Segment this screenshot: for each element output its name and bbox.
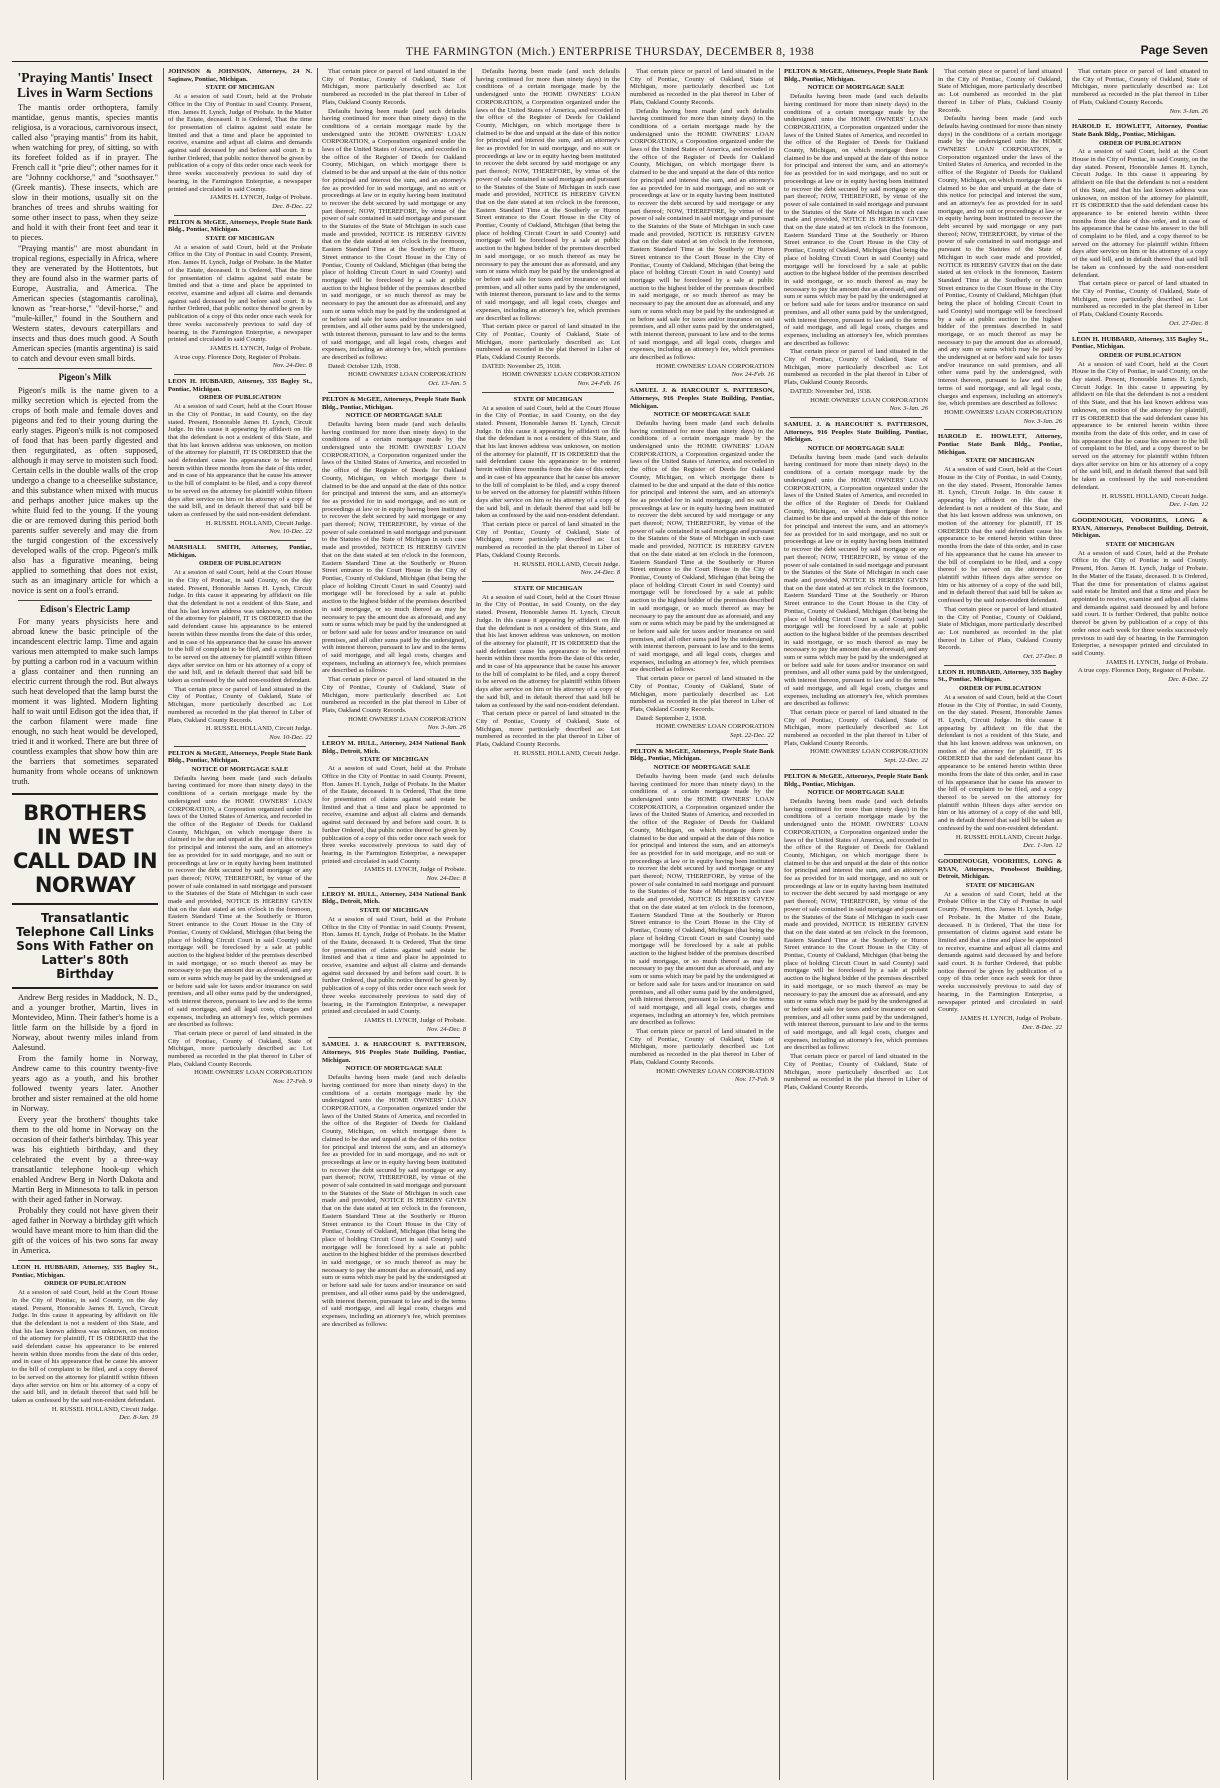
divider	[1078, 513, 1202, 514]
publication-dates: Dec. 8-Dec. 22	[1168, 676, 1208, 684]
column-legal-7	[938, 68, 1062, 1780]
notice-signature: HOME OWNERS' LOAN CORPORATION	[348, 371, 466, 379]
notice-attorney: MARSHALL SMITH, Attorney, Pontiac, Michigan.	[168, 544, 312, 559]
notice-body: Defaults having been made (and such defaults having continued for more than ninety days) in the conditions of a certain mortgage made by the undersigned unto the HOME OWNERS' LOAN CORPORATION, a Corporation organized under the laws of the United States of America, and recorded in the office of the Register of Deeds for Oakland County, Michigan, on which mortgage there is claimed to be due and unpaid at the date of this notice for principal and interest the sum, and an attorney's fee as provided for in said mortgage, and no suit or proceedings at law or in equity having been instituted to recover the debt secured by said mortgage or any part thereof; NOW, THEREFORE, by virtue of the power of sale contained in said mortgage and pursuant to the Statutes of the State of Michigan in such case made and provided, NOTICE IS HEREBY GIVEN that on the date stated at ten o'clock in the forenoon, Eastern Standard Time at the Southerly or Huron Street entrance to the Court House in the City of Pontiac, County of Oakland, Michigan (that being the place of holding Circuit Court in said County) said mortgage will be foreclosed by a sale at public auction to the highest bidder of the premises described in said mortgage, or so much thereof as may be necessary to pay the amount due as aforesaid, and any sum or sums which may be paid by the undersigned at or before said sale for taxes and/or insurance on said premises, and all other sums paid by the undersigned, with interest thereon, pursuant to law and to the terms of said mortgage, and all legal costs, charges and expenses, including an attorney's fee, which premises are described as follows:	[168, 774, 312, 1029]
notice-heading: NOTICE OF MORTGAGE SALE	[191, 766, 289, 774]
notice-body: That certain piece or parcel of land situated in the City of Pontiac, County of Oakland, State of Michigan, more particularly described as: Lot numbered as recorded in the plat thereof in Liber of Plats, Oakland County Records.	[630, 675, 774, 713]
notice-body: At a session of said Court, held at the Court House in the City of Pontiac, in said County, on the day stated. Present, Honorable James H. Lynch, Circuit Judge. In this cause it appearing by affidavit on file that the defendant is not a resident of this State, and that his last known address was unknown, on motion of the attorney for plaintiff, IT IS ORDERED that the said defendant cause his appearance to be entered herein within three months from the date of this order, and in case of his appearance that he cause his answer to the bill of complaint to be filed, and a copy thereof to be served on the attorney for plaintiff within fifteen days after service on him or his attorney of a copy of the said bill, and in default thereof that said bill be taken as confessed by the said non-resident defendant.	[938, 693, 1062, 832]
masthead	[12, 40, 1208, 62]
publication-dates: Dec. 8-Dec. 22	[1022, 1023, 1062, 1031]
notice-heading: STATE OF MICHIGAN	[359, 907, 429, 915]
notice-body: That certain piece or parcel of land situated in the City of Pontiac, County of Oakland, State of Michigan, more particularly described as: Lot numbered as recorded in the plat thereof in Liber of Plats, Oakland County Records.	[476, 323, 620, 362]
notice-attorney: HAROLD E. HOWLETT, Attorney, Pontiac State Bank Bldg., Pontiac, Michigan.	[938, 433, 1062, 456]
publication-dates: Dec. 8-Jan. 19	[119, 1414, 158, 1422]
publication-dates: Dec. 8-Dec. 22	[272, 202, 312, 210]
publication-dates: Nov. 3-Jan. 26	[889, 405, 928, 413]
lamp-paragraph: For many years physicists here and abroad knew the basic principle of the incandescent electric lamp. Time and again various men attempted to make such lamps by putting a carbon rod in a vacuum within a glass container and then running an electric current through the rod. But always such heat developed that the lamp burst the moment it was lighted. Modern lighting half to wait until Edison got the idea that, if the carbon filament were made fine enough, no such heat would be developed, tried it and it worked. There are but three of countless examples that show how thin are the barriers that sometimes separated humanity from whole oceans of unknown truth.	[12, 617, 158, 786]
notice-heading: ORDER OF PUBLICATION	[1098, 139, 1182, 147]
notice-heading: ORDER OF PUBLICATION	[1098, 351, 1182, 359]
publication-dates: Nov. 24-Feb. 16	[731, 371, 774, 379]
divider	[174, 374, 306, 375]
notice-signature: HOME OWNERS' LOAN CORPORATION	[810, 748, 928, 756]
notice-body: That certain piece or parcel of land situated in the City of Pontiac, County of Oakland, State of Michigan, more particularly described as: Lot numbered as recorded in the plat thereof in Liber of Plats, Oakland County Records.	[168, 685, 312, 724]
divider	[174, 540, 306, 541]
column-rule	[933, 68, 934, 1780]
notice-body: That certain piece or parcel of land situated in the City of Pontiac, County of Oakland, State of Michigan, more particularly described as: Lot numbered as recorded in the plat thereof in Liber of Plats, Oakland County Records.	[784, 708, 928, 747]
divider	[636, 383, 768, 384]
divider	[944, 854, 1056, 855]
brothers-paragraph: Every year the brothers' thoughts take them to the old home in Norway on the occasion of their father's birthday. This year was his eightieth birthday, and they celebrated the event by a three-way transatlantic telephone hook-up which enabled Andrew Berg in North Dakota and Martin Berg in Minnesota to talk in person with their aged father in Norway.	[12, 1115, 158, 1204]
notice-body: At a session of said Court, held at the Court House in the City of Pontiac, in said County, on the day stated. Present, Honorable James H. Lynch, Circuit Judge. In this cause it appearing by affidavit on file that the defendant is not a resident of this State, and that his last known address was unknown, on motion of the attorney for plaintiff, IT IS ORDERED that the said defendant cause his appearance to be entered herein within three months from the date of this order, and in case of his appearance that he cause his answer to the bill of complaint to be filed, and a copy thereof to be served on the attorney for plaintiff within fifteen days after service on him or his attorney of a copy of the said bill, and in default thereof that said bill be taken as confessed by the said non-resident defendant.	[476, 404, 620, 520]
notice-body: Defaults having been made (and such defaults having continued for more than ninety days) in the conditions of a certain mortgage made by the undersigned unto the HOME OWNERS' LOAN CORPORATION, a Corporation organized under the laws of the United States of America, and recorded in the office of the Register of Deeds for Oakland County, Michigan, on which mortgage there is claimed to be due and unpaid at the date of this notice for principal and interest the sum, and an attorney's fee as provided for in said mortgage, and no suit or proceedings at law or in equity having been instituted to recover the debt secured by said mortgage or any part thereof; NOW, THEREFORE, by virtue of the power of sale contained in said mortgage and pursuant to the Statutes of the State of Michigan in such case made and provided, NOTICE IS HEREBY GIVEN that on the date stated at ten o'clock in the forenoon, Eastern Standard Time at the Southerly or Huron Street entrance to the Court House in the City of Pontiac, County of Oakland, Michigan (that being the place of holding Circuit Court in said County) said mortgage will be foreclosed by a sale at public auction to the highest bidder of the premises described in said mortgage, or so much thereof as may be necessary to pay the amount due as aforesaid, and any sum or sums which may be paid by the undersigned at or before said sale for taxes and/or insurance on said premises, and all other sums paid by the undersigned, with interest thereon, pursuant to law and to the terms of said mortgage, and all legal costs, charges and expenses, including an attorney's fee, which premises are described as follows:	[784, 797, 928, 1052]
publication-dates: Nov. 17-Feb. 9	[734, 1076, 774, 1084]
column-legal-8	[1072, 68, 1208, 1780]
publication-dates: Nov. 24-Dec. 8	[580, 569, 620, 577]
notice-body: At a session of said Court, held at the Probate Office in the City of Pontiac in said County. Present, Hon. James H. Lynch, Judge of Probate. In the Matter of the Estate, deceased. It is Ordered, That the time for presentation of claims against said estate be limited and that a time and place be appointed to receive, examine and adjust all claims and demands against said deceased by and before said court. It is further Ordered, that public notice thereof be given by publication of a copy of this order once each week for three weeks successively previous to said day of hearing, in the Farmington Enterprise, a newspaper printed and circulated in said County.	[322, 765, 466, 865]
notice-attorney: LEROY M. HULL, Attorney, 2434 National Bank Bldg., Detroit, Mich.	[322, 890, 466, 906]
notice-heading: NOTICE OF MORTGAGE SALE	[345, 412, 443, 420]
notice-heading: NOTICE OF MORTGAGE SALE	[807, 789, 905, 797]
notice-body: Defaults having been made (and such defaults having continued for more than ninety days) in the conditions of a certain mortgage made by the undersigned unto the HOME OWNERS' LOAN CORPORATION, a Corporation organized under the laws of the United States of America, and recorded in the office of the Register of Deeds for Oakland County, Michigan, on which mortgage there is claimed to be due and unpaid at the date of this notice for principal and interest the sum, and an attorney's fee as provided for in said mortgage, and no suit or proceedings at law or in equity having been instituted to recover the debt secured by said mortgage or any part thereof; NOW, THEREFORE, by virtue of the power of sale contained in said mortgage and pursuant to the Statutes of the State of Michigan in such case made and provided, NOTICE IS HEREBY GIVEN that on the date stated at ten o'clock in the forenoon, Eastern Standard Time at the Southerly or Huron Street entrance to the Court House in the City of Pontiac, County of Oakland, Michigan (that being the place of holding Circuit Court in said County) said mortgage will be foreclosed by a sale at public auction to the highest bidder of the premises described in said mortgage, or so much thereof as may be necessary to pay the amount due as aforesaid, and any sum or sums which may be paid by the undersigned at or before said sale for taxes and/or insurance on said premises, and all other sums paid by the undersigned, with interest thereon, pursuant to law and to the terms of said mortgage, and all legal costs, charges and expenses, including an attorney's fee, which premises are described as follows:	[322, 1074, 466, 1328]
notice-signature: JAMES H. LYNCH, Judge of Probate.	[210, 344, 312, 352]
publication-dates: Nov. 3-Jan. 26	[1023, 417, 1062, 425]
notice-heading: STATE OF MICHIGAN	[965, 457, 1035, 465]
notice-signature: H. RUSSEL HOLLAND, Circuit Judge.	[205, 519, 312, 527]
divider	[12, 793, 158, 795]
notice-signature: H. RUSSEL HOLLAND, Circuit Judge.	[1101, 492, 1208, 500]
notice-body: At a session of said Court, held at the Court House in the City of Pontiac, in said County, on the day stated. Present, Honorable James H. Lynch, Circuit Judge. In this cause it appearing by affidavit on file that the defendant is not a resident of this State, and that his last known address was unknown, on motion of the attorney for plaintiff, IT IS ORDERED that the said defendant cause his appearance to be entered herein within three months from the date of this order, and in case of his appearance that he cause his answer to the bill of complaint to be filed, and a copy thereof to be served on the attorney for plaintiff within fifteen days after service on him or his attorney of a copy of the said bill, and in default thereof that said bill be taken as confessed by the said non-resident defendant.	[938, 466, 1062, 605]
notice-body: At a session of said Court, held at the Probate Office in the City of Pontiac in said County. Present, Hon. James H. Lynch, Judge of Probate. In the Matter of the Estate, deceased. It is Ordered, That the time for presentation of claims against said estate be limited and that a time and place be appointed to receive, examine and adjust all claims and demands against said deceased by and before said court. It is further Ordered, that public notice thereof be given by publication of a copy of this order once each week for three weeks successively previous to said day of hearing, in the Farmington Enterprise, a newspaper printed and circulated in said County.	[322, 915, 466, 1016]
brothers-paragraph: Andrew Berg resides in Maddock, N. D., and a younger brother, Martin, lives in Montevideo, Minn. Their father's home is a little farm on the hillside by a fjord in Norway, about twenty miles inland from Aalesund.	[12, 993, 158, 1052]
publication-dates: Nov. 24-Feb. 16	[577, 380, 620, 388]
notice-heading: ORDER OF PUBLICATION	[198, 560, 282, 568]
notice-signature: HOME OWNERS' LOAN CORPORATION	[656, 723, 774, 731]
notice-attorney: SAMUEL J. & HARCOURT S. PATTERSON, Attorneys, 916 Peoples State Building, Pontiac, Michigan.	[784, 420, 928, 444]
column-legal-6	[784, 68, 928, 1780]
notice-heading: STATE OF MICHIGAN	[205, 84, 275, 92]
brothers-subhead: Transatlantic Telephone Call Links Sons With Father on Latter's 80th Birthday	[16, 911, 154, 981]
publication-dates: Nov. 3-Jan. 26	[1169, 107, 1208, 115]
notice-attorney: HAROLD E. HOWLETT, Attorney, Pontiac State Bank Bldg., Pontiac, Michigan.	[1072, 123, 1208, 138]
notice-signature: JAMES H. LYNCH, Judge of Probate.	[1106, 658, 1208, 666]
notice-attorney: PELTON & McGEE, Attorneys, People State Bank Bldg., Pontiac, Michigan.	[784, 772, 928, 788]
notice-body: At a session of said Court, held at the Court House in the City of Pontiac, in said County, on the day stated. Present, Honorable James H. Lynch, Circuit Judge. In this cause it appearing by affidavit on file that the defendant is not a resident of this State, and that his last known address was unknown, on motion of the attorney for plaintiff, IT IS ORDERED that the said defendant cause his appearance to be entered herein within three months from the date of this order, and in case of his appearance that he cause his answer to the bill of complaint to be filed, and a copy thereof to be served on the attorney for plaintiff within fifteen days after service on him or his attorney of a copy of the said bill, and in default thereof that said bill be taken as confessed by the said non-resident defendant.	[12, 1289, 158, 1404]
divider	[790, 769, 922, 770]
column-legal-3	[322, 68, 466, 1780]
divider	[12, 987, 158, 989]
divider	[18, 368, 152, 369]
milk-headline: Pigeon's Milk	[58, 372, 112, 382]
publication-dates: Oct. 13-Jan. 5	[428, 380, 466, 388]
notice-signature: HOME OWNERS' LOAN CORPORATION	[348, 715, 466, 723]
publication-dates: Nov. 24-Dec. 8	[426, 1025, 466, 1033]
divider	[944, 429, 1056, 430]
notice-heading: ORDER OF PUBLICATION	[198, 394, 282, 402]
notice-attorney: PELTON & McGEE, Attorneys, People State Bank Bldg., Pontiac, Michigan.	[322, 395, 466, 411]
notice-heading: STATE OF MICHIGAN	[205, 235, 275, 243]
column-rule	[471, 68, 472, 1780]
notice-body: That certain piece or parcel of land situated in the City of Pontiac, County of Oakland, State of Michigan, more particularly described as: Lot numbered as recorded in the plat thereof in Liber of Plats, Oakland County Records.	[322, 676, 466, 714]
true-copy: A true copy. Florence Doty, Register of Probate.	[174, 353, 301, 361]
notice-body: At a session of said Court, held at the Probate Office in the City of Pontiac in said County. Present, Hon. James H. Lynch, Judge of Probate. In the Matter of the Estate, deceased. It is Ordered, That the time for presentation of claims against said estate be limited and that a time and place be appointed to receive, examine and adjust all claims and demands against said deceased by and before said court. It is further Ordered, that public notice thereof be given by publication of a copy of this order once each week for three weeks successively previous to said day of hearing, in the Farmington Enterprise, a newspaper printed and circulated in said County.	[1072, 549, 1208, 657]
mantis-paragraph: The mantis order orthoptera, family mantidae, genus mantis, species mantis religiosa, is a voracious, carnivorous insect, called also "praying mantis" from its habit, when watching for prey, of sitting, so with its forefeet folded as if in prayer. The French call it "prie dieu"; other names for it are "Johnny cockhorse," and "soothsayer." (Greek mantis). These insects, which are slow in their motions, usually sit on the branches of trees and shrubs waiting for some other insect to pass, when they seize and hold it with their front feet and tear it to pieces.	[12, 103, 158, 242]
notice-signature: HOME OWNERS' LOAN CORPORATION	[810, 396, 928, 404]
notice-body: Defaults having been made (and such defaults having continued for more than ninety days) in the conditions of a certain mortgage made by the undersigned unto the HOME OWNERS' LOAN CORPORATION, a Corporation organized under the laws of the United States of America, and recorded in the office of the Register of Deeds for Oakland County, Michigan, on which mortgage there is claimed to be due and unpaid at the date of this notice for principal and interest the sum, and an attorney's fee as provided for in said mortgage, and no suit or proceedings at law or in equity having been instituted to recover the debt secured by said mortgage or any part thereof; NOW, THEREFORE, by virtue of the power of sale contained in said mortgage and pursuant to the Statutes of the State of Michigan in such case made and provided, NOTICE IS HEREBY GIVEN that on the date stated at ten o'clock in the forenoon, Eastern Standard Time at the Southerly or Huron Street entrance to the Court House in the City of Pontiac, County of Oakland, Michigan (that being the place of holding Circuit Court in said County) said mortgage will be foreclosed by a sale at public auction to the highest bidder of the premises described in said mortgage, or so much thereof as may be necessary to pay the amount due as aforesaid, and any sum or sums which may be paid by the undersigned at or before said sale for taxes and/or insurance on said premises, and all other sums paid by the undersigned, with interest thereon, pursuant to law and to the terms of said mortgage, and all legal costs, charges and expenses, including an attorney's fee, which premises are described as follows:	[630, 772, 774, 1027]
page-number: Page Seven	[1140, 43, 1208, 57]
notice-attorney: PELTON & McGEE, Attorneys, People State Bank Bldg., Pontiac, Michigan.	[784, 68, 928, 83]
notice-signature: HOME OWNERS' LOAN CORPORATION	[944, 408, 1062, 416]
notice-heading: STATE OF MICHIGAN	[965, 882, 1035, 890]
divider	[636, 744, 768, 745]
notice-body: At a session of said Court, held at the Probate Office in the City of Pontiac in said County. Present, Hon. James H. Lynch, Judge of Probate. In the Matter of the Estate, deceased. It is Ordered, That the time for presentation of claims against said estate be limited and that a time and place be appointed to receive, examine and adjust all claims and demands against said deceased by and before said court. It is further Ordered, that public notice thereof be given by publication of a copy of this order once each week for three weeks successively previous to said day of hearing, in the Farmington Enterprise, a newspaper printed and circulated in said County.	[168, 93, 312, 193]
publication-dates: Dec. 1-Jan. 12	[1169, 501, 1208, 509]
notice-body: That certain piece or parcel of land situated in the City of Pontiac, County of Oakland, State of Michigan, more particularly described as: Lot numbered as recorded in the plat thereof in Liber of Plats, Oakland County Records.	[784, 348, 928, 387]
column-legal-5	[630, 68, 774, 1780]
masthead-title: THE FARMINGTON (Mich.) ENTERPRISE THURSDAY, DECEMBER 8, 1938	[405, 46, 815, 58]
notice-signature: HOME OWNERS' LOAN CORPORATION	[194, 1069, 312, 1077]
notice-body: At a session of said Court, held at the Court House in the City of Pontiac, in said County, on the day stated. Present, Honorable James H. Lynch, Circuit Judge. In this cause it appearing by affidavit on file that the defendant is not a resident of this State, and that his last known address was unknown, on motion of the attorney for plaintiff, IT IS ORDERED that the said defendant cause his appearance to be entered herein within three months from the date of this order, and in case of his appearance that he cause his answer to the bill of complaint to be filed, and a copy thereof to be served on the attorney for plaintiff within fifteen days after service on him or his attorney of a copy of the said bill, and in default thereof that said bill be taken as confessed by the said non-resident defendant.	[1072, 360, 1208, 491]
notice-heading: STATE OF MICHIGAN	[513, 395, 583, 403]
notice-body: Defaults having been made (and such defaults having continued for more than ninety days) in the conditions of a certain mortgage made by the undersigned unto the HOME OWNERS' LOAN CORPORATION, a Corporation organized under the laws of the United States of America, and recorded in the office of the Register of Deeds for Oakland County, Michigan, on which mortgage there is claimed to be due and unpaid at the date of this notice for principal and interest the sum, and an attorney's fee as provided for in said mortgage, and no suit or proceedings at law or in equity having been instituted to recover the debt secured by said mortgage or any part thereof; NOW, THEREFORE, by virtue of the power of sale contained in said mortgage and pursuant to the Statutes of the State of Michigan in such case made and provided, NOTICE IS HEREBY GIVEN that on the date stated at ten o'clock in the forenoon, Eastern Standard Time at the Southerly or Huron Street entrance to the Court House in the City of Pontiac, County of Oakland, Michigan (that being the place of holding Circuit Court in said County) said mortgage will be foreclosed by a sale at public auction to the highest bidder of the premises described in said mortgage, or so much thereof as may be necessary to pay the amount due as aforesaid, and any sum or sums which may be paid by the undersigned at or before said sale for taxes and/or insurance on said premises, and all other sums paid by the undersigned, with interest thereon, pursuant to law and to the terms of said mortgage, and all legal costs, charges and expenses, including an attorney's fee, which premises are described as follows:	[476, 68, 620, 322]
column-rule	[317, 68, 318, 1780]
publication-dates: Nov. 3-Jan. 26	[427, 724, 466, 732]
publication-dates: Nov. 10-Dec. 22	[269, 733, 312, 741]
notice-body: Defaults having been made (and such defaults having continued for more than ninety days) in the conditions of a certain mortgage made by the undersigned unto the HOME OWNERS' LOAN CORPORATION, a Corporation organized under the laws of the United States of America, and recorded in the office of the Register of Deeds for Oakland County, Michigan, on which mortgage there is claimed to be due and unpaid at the date of this notice for principal and interest the sum, and an attorney's fee as provided for in said mortgage, and no suit or proceedings at law or in equity having been instituted to recover the debt secured by said mortgage or any part thereof; NOW, THEREFORE, by virtue of the power of sale contained in said mortgage and pursuant to the Statutes of the State of Michigan in such case made and provided, NOTICE IS HEREBY GIVEN that on the date stated at ten o'clock in the forenoon, Eastern Standard Time at the Southerly or Huron Street entrance to the Court House in the City of Pontiac, County of Oakland, Michigan (that being the place of holding Circuit Court in said County) said mortgage will be foreclosed by a sale at public auction to the highest bidder of the premises described in said mortgage, or so much thereof as may be necessary to pay the amount due as aforesaid, and any sum or sums which may be paid by the undersigned at or before said sale for taxes and/or insurance on said premises, and all other sums paid by the undersigned, with interest thereon, pursuant to law and to the terms of said mortgage, and all legal costs, charges and expenses, including an attorney's fee, which premises are described as follows:	[630, 419, 774, 674]
brothers-headline: BROTHERS IN WEST CALL DAD IN NORWAY	[12, 801, 158, 897]
notice-attorney: LEON H. HUBBARD, Attorney, 335 Bagley St., Pontiac, Michigan.	[938, 668, 1062, 684]
notice-signature: JAMES H. LYNCH, Judge of Probate.	[960, 1014, 1062, 1022]
notice-signature: H. RUSSEL HOLLAND, Circuit Judge.	[205, 725, 312, 733]
notice-body: At a session of said Court, held at the Court House in the City of Pontiac, in said County, on the day stated. Present, Honorable James H. Lynch, Circuit Judge. In this cause it appearing by affidavit on file that the defendant is not a resident of this State, and that his last known address was unknown, on motion of the attorney for plaintiff, IT IS ORDERED that the said defendant cause his appearance to be entered herein within three months from the date of this order, and in case of his appearance that he cause his answer to the bill of complaint to be filed, and a copy thereof to be served on the attorney for plaintiff within fifteen days after service on him or his attorney of a copy of the said bill, and in default thereof that said bill be taken as confessed by the said non-resident defendant.	[168, 569, 312, 685]
column-legal-2	[168, 68, 312, 1780]
notice-signature: H. RUSSEL HOLLAND, Circuit Judge.	[513, 749, 620, 757]
column-legal-4	[476, 68, 620, 1780]
divider	[174, 215, 306, 216]
notice-body: Defaults having been made (and such defaults having continued for more than ninety days) in the conditions of a certain mortgage made by the undersigned unto the HOME OWNERS' LOAN CORPORATION, a Corporation organized under the laws of the United States of America, and recorded in the office of the Register of Deeds for Oakland County, Michigan, on which mortgage there is claimed to be due and unpaid at the date of this notice for principal and interest the sum, and an attorney's fee as provided for in said mortgage, and no suit or proceedings at law or in equity having been instituted to recover the debt secured by said mortgage or any part thereof; NOW, THEREFORE, by virtue of the power of sale contained in said mortgage and pursuant to the Statutes of the State of Michigan in such case made and provided, NOTICE IS HEREBY GIVEN that on the date stated at ten o'clock in the forenoon, Eastern Standard Time at the Southerly or Huron Street entrance to the Court House in the City of Pontiac, County of Oakland, Michigan (that being the place of holding Circuit Court in said County) said mortgage will be foreclosed by a sale at public auction to the highest bidder of the premises described in said mortgage, or so much thereof as may be necessary to pay the amount due as aforesaid, and any sum or sums which may be paid by the undersigned at or before said sale for taxes and/or insurance on said premises, and all other sums paid by the undersigned, with interest thereon, pursuant to law and to the terms of said mortgage, and all legal costs, charges and expenses, including an attorney's fee, which premises are described as follows:	[784, 453, 928, 708]
divider	[328, 736, 460, 737]
divider	[174, 746, 306, 747]
notice-body: At a session of said Court, held at the Court House in the City of Pontiac, in said County, on the day stated. Present, Honorable James H. Lynch, Circuit Judge. In this cause it appearing by affidavit on file that the defendant is not a resident of this State, and that his last known address was unknown, on motion of the attorney for plaintiff, IT IS ORDERED that the said defendant cause his appearance to be entered herein within three months from the date of this order, and in case of his appearance that he cause his answer to the bill of complaint to be filed, and a copy thereof to be served on the attorney for plaintiff within fifteen days after service on him or his attorney of a copy of the said bill, and in default thereof that said bill be taken as confessed by the said non-resident defendant.	[476, 593, 620, 709]
notice-attorney: GOODENOUGH, VOORHIES, LONG & RYAN, Attorneys, Penobscot Building, Detroit, Michigan.	[1072, 516, 1208, 540]
notice-attorney: PELTON & McGEE, Attorneys, People State Bank Bldg., Pontiac, Michigan.	[630, 747, 774, 763]
notice-body: That certain piece or parcel of land situated in the City of Pontiac, County of Oakland, State of Michigan, more particularly described as: Lot numbered as recorded in the plat thereof in Liber of Plats, Oakland County Records.	[784, 1053, 928, 1091]
publication-dates: Nov. 24-Dec. 8	[272, 362, 312, 370]
notice-body: At a session of said Court, held at the Court House in the City of Pontiac, in said County, on the day stated. Present, Honorable James H. Lynch, Circuit Judge. In this cause it appearing by affidavit on file that the defendant is not a resident of this State, and that his last known address was unknown, on motion of the attorney for plaintiff, IT IS ORDERED that the said defendant cause his appearance to be entered herein within three months from the date of this order, and in case of his appearance that he cause his answer to the bill of complaint to be filed, and a copy thereof to be served on the attorney for plaintiff within fifteen days after service on him or his attorney of a copy of the said bill, and in default thereof that said bill be taken as confessed by the said non-resident defendant.	[168, 403, 312, 518]
notice-attorney: PELTON & McGEE, Attorneys, People State Bank Bldg., Pontiac, Michigan.	[168, 749, 312, 765]
notice-heading: STATE OF MICHIGAN	[513, 585, 583, 592]
column-features	[12, 68, 158, 1780]
divider	[790, 417, 922, 418]
publication-dates: Nov. 24-Dec. 8	[426, 875, 466, 883]
dated-line: Dated: October 12th, 1938.	[328, 362, 400, 370]
notice-attorney: LEON H. HUBBARD, Attorney, 335 Bagley St., Pontiac, Michigan.	[1072, 335, 1208, 351]
notice-heading: ORDER OF PUBLICATION	[958, 685, 1042, 693]
divider	[328, 1037, 460, 1038]
notice-body: That certain piece or parcel of land situated in the City of Pontiac, County of Oakland, State of Michigan, more particularly described as: Lot numbered as recorded in the plat thereof in Liber of Plats, Oakland County Records.	[476, 521, 620, 559]
notice-heading: NOTICE OF MORTGAGE SALE	[653, 411, 751, 419]
notice-heading: NOTICE OF MORTGAGE SALE	[807, 445, 905, 453]
notice-heading: NOTICE OF MORTGAGE SALE	[345, 1065, 443, 1073]
notice-body: That certain piece or parcel of land situated in the City of Pontiac, County of Oakland, State of Michigan, more particularly described as: Lot numbered as recorded in the plat thereof in Liber of Plats, Oakland County Records.	[630, 1028, 774, 1066]
notice-heading: NOTICE OF MORTGAGE SALE	[653, 764, 751, 772]
brothers-paragraph: Probably they could not have given their aged father in Norway a birthday gift which would have meant more to him than did the gift of the voices of his two sons far away in America.	[12, 1206, 158, 1255]
notice-signature: HOME OWNERS' LOAN CORPORATION	[502, 371, 620, 379]
publication-dates: Dec. 1-Jan. 12	[1023, 842, 1062, 850]
notice-signature: H. RUSSEL HOLLAND, Circuit Judge.	[513, 560, 620, 568]
divider	[944, 665, 1056, 666]
divider	[1078, 332, 1202, 333]
divider	[328, 392, 460, 393]
notice-body: That certain piece or parcel of land situated in the City of Pontiac, County of Oakland, State of Michigan, more particularly described as: Lot numbered as recorded in the plat thereof in Liber of Plats, Oakland County Records.	[1072, 68, 1208, 106]
notice-body: Defaults having been made (and such defaults having continued for more than ninety days) in the conditions of a certain mortgage made by the undersigned unto the HOME OWNERS' LOAN CORPORATION, a Corporation organized under the laws of the United States of America, and recorded in the office of the Register of Deeds for Oakland County, Michigan, on which mortgage there is claimed to be due and unpaid at the date of this notice for principal and interest the sum, and an attorney's fee as provided for in said mortgage, and no suit or proceedings at law or in equity having been instituted to recover the debt secured by said mortgage or any part thereof; NOW, THEREFORE, by virtue of the power of sale contained in said mortgage and pursuant to the Statutes of the State of Michigan in such case made and provided, NOTICE IS HEREBY GIVEN that on the date stated at ten o'clock in the forenoon, Eastern Standard Time at the Southerly or Huron Street entrance to the Court House in the City of Pontiac, County of Oakland, Michigan (that being the place of holding Circuit Court in said County) said mortgage will be foreclosed by a sale at public auction to the highest bidder of the premises described in said mortgage, or so much thereof as may be necessary to pay the amount due as aforesaid, and any sum or sums which may be paid by the undersigned at or before said sale for taxes and/or insurance on said premises, and all other sums paid by the undersigned, with interest thereon, pursuant to law and to the terms of said mortgage, and all legal costs, charges and expenses, including an attorney's fee, which premises are described as follows:	[322, 107, 466, 362]
notice-signature: H. RUSSEL HOLLAND, Circuit Judge.	[955, 833, 1062, 841]
notice-body: That certain piece or parcel of land situated in the City of Pontiac, County of Oakland, State of Michigan, more particularly described as: Lot numbered as recorded in the plat thereof in Liber of Plats, Oakland County Records.	[322, 68, 466, 106]
notice-body: Defaults having been made (and such defaults having continued for more than ninety days) in the conditions of a certain mortgage made by the undersigned unto the HOME OWNERS' LOAN CORPORATION, a Corporation organized under the laws of the United States of America, and recorded in the office of the Register of Deeds for Oakland County, Michigan, on which mortgage there is claimed to be due and unpaid at the date of this notice for principal and interest the sum, and an attorney's fee as provided for in said mortgage, and no suit or proceedings at law or in equity having been instituted to recover the debt secured by said mortgage or any part thereof; NOW, THEREFORE, by virtue of the power of sale contained in said mortgage and pursuant to the Statutes of the State of Michigan in such case made and provided, NOTICE IS HEREBY GIVEN that on the date stated at ten o'clock in the forenoon, Eastern Standard Time at the Southerly or Huron Street entrance to the Court House in the City of Pontiac, County of Oakland, Michigan (that being the place of holding Circuit Court in said County) said mortgage will be foreclosed by a sale at public auction to the highest bidder of the premises described in said mortgage, or so much thereof as may be necessary to pay the amount due as aforesaid, and any sum or sums which may be paid by the undersigned at or before said sale for taxes and/or insurance on said premises, and all other sums paid by the undersigned, with interest thereon, pursuant to law and to the terms of said mortgage, and all legal costs, charges and expenses, including an attorney's fee, which premises are described as follows:	[630, 107, 774, 362]
dated-line: Dated: September 2, 1938.	[636, 714, 707, 722]
notice-signature: HOME OWNERS' LOAN CORPORATION	[656, 362, 774, 370]
column-rule	[1067, 68, 1068, 1780]
dated-line: DATED: November 25, 1938.	[482, 362, 562, 370]
mantis-headline: 'Praying Mantis' Insect Lives in Warm Sections	[17, 70, 153, 100]
notice-attorney: SAMUEL J. & HARCOURT S. PATTERSON, Attorneys, 916 Peoples State Building, Pontiac, Michigan.	[630, 387, 774, 410]
notice-heading: NOTICE OF MORTGAGE SALE	[807, 84, 905, 92]
notice-attorney: LEON H. HUBBARD, Attorney, 335 Bagley St., Pontiac, Michigan.	[168, 378, 312, 393]
divider	[482, 392, 614, 393]
notice-body: Defaults having been made (and such defaults having continued for more than ninety days) in the conditions of a certain mortgage made by the undersigned unto the HOME OWNERS' LOAN CORPORATION, a Corporation organized under the laws of the United States of America, and recorded in the office of the Register of Deeds for Oakland County, Michigan, on which mortgage there is claimed to be due and unpaid at the date of this notice for principal and interest the sum, and an attorney's fee as provided for in said mortgage, and no suit or proceedings at law or in equity having been instituted to recover the debt secured by said mortgage or any part thereof; NOW, THEREFORE, by virtue of the power of sale contained in said mortgage and pursuant to the Statutes of the State of Michigan in such case made and provided, NOTICE IS HEREBY GIVEN that on the date stated at ten o'clock in the forenoon, Eastern Standard Time at the Southerly or Huron Street entrance to the Court House in the City of Pontiac, County of Oakland, Michigan (that being the place of holding Circuit Court in said County) said mortgage will be foreclosed by a sale at public auction to the highest bidder of the premises described in said mortgage, or so much thereof as may be necessary to pay the amount due as aforesaid, and any sum or sums which may be paid by the undersigned at or before said sale for taxes and/or insurance on said premises, and all other sums paid by the undersigned, with interest thereon, pursuant to law and to the terms of said mortgage, and all legal costs, charges and expenses, including an attorney's fee, which premises are described as follows:	[784, 93, 928, 347]
notice-body: That certain piece or parcel of land situated in the City of Pontiac, County of Oakland, State of Michigan, more particularly described as: Lot numbered as recorded in the plat thereof in Liber of Plats, Oakland County Records.	[168, 1029, 312, 1068]
notice-heading: STATE OF MICHIGAN	[1105, 541, 1175, 549]
true-copy: A true copy. Florence Doty, Register of Probate.	[1078, 667, 1205, 675]
brothers-paragraph: From the family home in Norway, Andrew came to this country twenty-five years ago as a youth, and his brother followed twenty years later. Another brother and sister remained at the old home in Norway.	[12, 1054, 158, 1113]
divider	[482, 581, 614, 582]
divider	[1078, 119, 1202, 120]
divider	[328, 887, 460, 888]
notice-heading: STATE OF MICHIGAN	[359, 756, 429, 764]
publication-dates: Nov. 17-Feb. 9	[272, 1078, 312, 1086]
notice-body: At a session of said Court, held at the Probate Office in the City of Pontiac in said County. Present, Hon. James H. Lynch, Judge of Probate. In the Matter of the Estate, deceased. It is Ordered, That the time for presentation of claims against said estate be limited and that a time and place be appointed to receive, examine and adjust all claims and demands against said deceased by and before said court. It is further Ordered, that public notice thereof be given by publication of a copy of this order once each week for three weeks successively previous to said day of hearing, in the Farmington Enterprise, a newspaper printed and circulated in said County.	[938, 890, 1062, 1014]
column-rule	[625, 68, 626, 1780]
dated-line: DATED: November 3rd, 1938.	[790, 387, 872, 395]
milk-paragraph: Pigeon's milk is the name given to a milky secretion which is ejected from the crops of both male and female doves and pigeons and fed to their young during the early stages. Pigeon's milk is not composed of food that has been partly digested and then regurgitated, as often supposed, although it may serve to moisten such food. Certain cells in the double walls of the crop undergo a change to a cheeselike substance, and this substance when mixed with mucus and perhaps another juice makes up the white fluid fed to the young. If the young die or are removed during this period both parents suffer severely and may die from the turgid congestion of the excessively developed walls of the crop. Pigeon's milk also has a figurative meaning, being applied to something that does not exist, such as an imaginary article for which a novice is sent on a fool's errand.	[12, 385, 158, 595]
notice-attorney: LEON H. HUBBARD, Attorney, 335 Bagley St., Pontiac, Michigan.	[12, 1264, 158, 1279]
notice-attorney: JOHNSON & JOHNSON, Attorneys, 24 N. Saginaw, Pontiac, Michigan.	[168, 68, 312, 83]
lamp-headline: Edison's Electric Lamp	[39, 603, 130, 614]
notice-signature: HOME OWNERS' LOAN CORPORATION	[656, 1067, 774, 1075]
publication-dates: Oct. 27-Dec. 8	[1169, 319, 1208, 327]
notice-signature: H. RUSSEL HOLLAND, Circuit Judge.	[51, 1405, 158, 1413]
notice-body: Defaults having been made (and such defaults having continued for more than ninety days) in the conditions of a certain mortgage made by the undersigned unto the HOME OWNERS' LOAN CORPORATION, a Corporation organized under the laws of the United States of America, and recorded in the office of the Register of Deeds for Oakland County, Michigan, on which mortgage there is claimed to be due and unpaid at the date of this notice for principal and interest the sum, and an attorney's fee as provided for in said mortgage, and no suit or proceedings at law or in equity having been instituted to recover the debt secured by said mortgage or any part thereof; NOW, THEREFORE, by virtue of the power of sale contained in said mortgage and pursuant to the Statutes of the State of Michigan in such case made and provided, NOTICE IS HEREBY GIVEN that on the date stated at ten o'clock in the forenoon, Eastern Standard Time at the Southerly or Huron Street entrance to the Court House in the City of Pontiac, County of Oakland, Michigan (that being the place of holding Circuit Court in said County) said mortgage will be foreclosed by a sale at public auction to the highest bidder of the premises described in said mortgage, or so much thereof as may be necessary to pay the amount due as aforesaid, and any sum or sums which may be paid by the undersigned at or before said sale for taxes and/or insurance on said premises, and all other sums paid by the undersigned, with interest thereon, pursuant to law and to the terms of said mortgage, and all legal costs, charges and expenses, including an attorney's fee, which premises are described as follows:	[322, 420, 466, 675]
notice-body: At a session of said Court, held at the Probate Office in the City of Pontiac in said County. Present, Hon. James H. Lynch, Judge of Probate. In the Matter of the Estate, deceased. It is Ordered, That the time for presentation of claims against said estate be limited and that a time and place be appointed to receive, examine and adjust all claims and demands against said deceased by and before said court. It is further Ordered, that public notice thereof be given by publication of a copy of this order once each week for three weeks successively previous to said day of hearing, in the Farmington Enterprise, a newspaper printed and circulated in said County.	[168, 243, 312, 344]
notice-heading: ORDER OF PUBLICATION	[43, 1280, 127, 1288]
notice-attorney: LEROY M. HULL, Attorney, 2434 National Bank Bldg., Detroit, Mich.	[322, 740, 466, 755]
notice-signature: JAMES H. LYNCH, Judge of Probate.	[364, 866, 466, 874]
publication-dates: Sept. 22-Dec. 22	[730, 732, 774, 740]
notice-body: That certain piece or parcel of land situated in the City of Pontiac, County of Oakland, State of Michigan, more particularly described as: Lot numbered as recorded in the plat thereof in Liber of Plats, Oakland County Records.	[630, 68, 774, 106]
notice-attorney: GOODENOUGH, VOORHIES, LONG & RYAN, Attorneys, Penobscot Building, Detroit, Michigan.	[938, 857, 1062, 881]
notice-body: That certain piece or parcel of land situated in the City of Pontiac, County of Oakland, State of Michigan, more particularly described as: Lot numbered as recorded in the plat thereof in Liber of Plats, Oakland County Records.	[938, 68, 1062, 114]
notice-signature: JAMES H. LYNCH, Judge of Probate.	[210, 194, 312, 202]
publication-dates: Sept. 22-Dec. 22	[884, 757, 928, 765]
publication-dates: Oct. 27-Dec. 8	[1023, 653, 1062, 661]
divider	[18, 1260, 152, 1261]
divider	[12, 903, 158, 905]
notice-body: That certain piece or parcel of land situated in the City of Pontiac, County of Oakland, State of Michigan, more particularly described as: Lot numbered as recorded in the plat thereof in Liber of Plats, Oakland County Records.	[938, 605, 1062, 652]
notice-attorney: PELTON & McGEE, Attorneys, People State Bank Bldg., Pontiac, Michigan.	[168, 218, 312, 234]
divider	[18, 600, 152, 601]
notice-body: That certain piece or parcel of land situated in the City of Pontiac, County of Oakland, State of Michigan, more particularly described as: Lot numbered as recorded in the plat thereof in Liber of Plats, Oakland County Records.	[1072, 280, 1208, 319]
mantis-paragraph: "Praying mantis" are most abundant in tropical regions, especially in Africa, where they are venerated by the Hottentots, but they are found also in the warmer parts of Europe, Australia, and America. The American species (stagomantis carolina), known as "rear-horse," "devil-horse," and "mule-killer," found in the Southern and Western states, devours caterpillars and insects and thus does much good. A South American species (mantis argentina) is said to catch and devour even small birds.	[12, 244, 158, 363]
column-rule	[163, 68, 164, 1780]
notice-attorney: SAMUEL J. & HARCOURT S. PATTERSON, Attorneys, 916 Peoples State Building, Pontiac, Michigan.	[322, 1041, 466, 1064]
publication-dates: Nov. 10-Dec. 22	[269, 528, 312, 536]
notice-body: That certain piece or parcel of land situated in the City of Pontiac, County of Oakland, State of Michigan, more particularly described as: Lot numbered as recorded in the plat thereof in Liber of Plats, Oakland County Records.	[476, 710, 620, 749]
notice-body: At a session of said Court, held at the Court House in the City of Pontiac, in said County, on the day stated. Present, Honorable James H. Lynch, Circuit Judge. In this cause it appearing by affidavit on file that the defendant is not a resident of this State, and that his last known address was unknown, on motion of the attorney for plaintiff, IT IS ORDERED that the said defendant cause his appearance to be entered herein within three months from the date of this order, and in case of his appearance that he cause his answer to the bill of complaint to be filed, and a copy thereof to be served on the attorney for plaintiff within fifteen days after service on him or his attorney of a copy of the said bill, and in default thereof that said bill be taken as confessed by the said non-resident defendant.	[1072, 148, 1208, 279]
notice-body: Defaults having been made (and such defaults having continued for more than ninety days) in the conditions of a certain mortgage made by the undersigned unto the HOME OWNERS' LOAN CORPORATION, a Corporation organized under the laws of the United States of America, and recorded in the office of the Register of Deeds for Oakland County, Michigan, on which mortgage there is claimed to be due and unpaid at the date of this notice for principal and interest the sum, and an attorney's fee as provided for in said mortgage, and no suit or proceedings at law or in equity having been instituted to recover the debt secured by said mortgage or any part thereof; NOW, THEREFORE, by virtue of the power of sale contained in said mortgage and pursuant to the Statutes of the State of Michigan in such case made and provided, NOTICE IS HEREBY GIVEN that on the date stated at ten o'clock in the forenoon, Eastern Standard Time at the Southerly or Huron Street entrance to the Court House in the City of Pontiac, County of Oakland, Michigan (that being the place of holding Circuit Court in said County) said mortgage will be foreclosed by a sale at public auction to the highest bidder of the premises described in said mortgage, or so much thereof as may be necessary to pay the amount due as aforesaid, and any sum or sums which may be paid by the undersigned at or before said sale for taxes and/or insurance on said premises, and all other sums paid by the undersigned, with interest thereon, pursuant to law and to the terms of said mortgage, and all legal costs, charges and expenses, including an attorney's fee, which premises are described as follows:	[938, 115, 1062, 408]
column-rule	[779, 68, 780, 1780]
notice-signature: JAMES H. LYNCH, Judge of Probate.	[364, 1016, 466, 1024]
